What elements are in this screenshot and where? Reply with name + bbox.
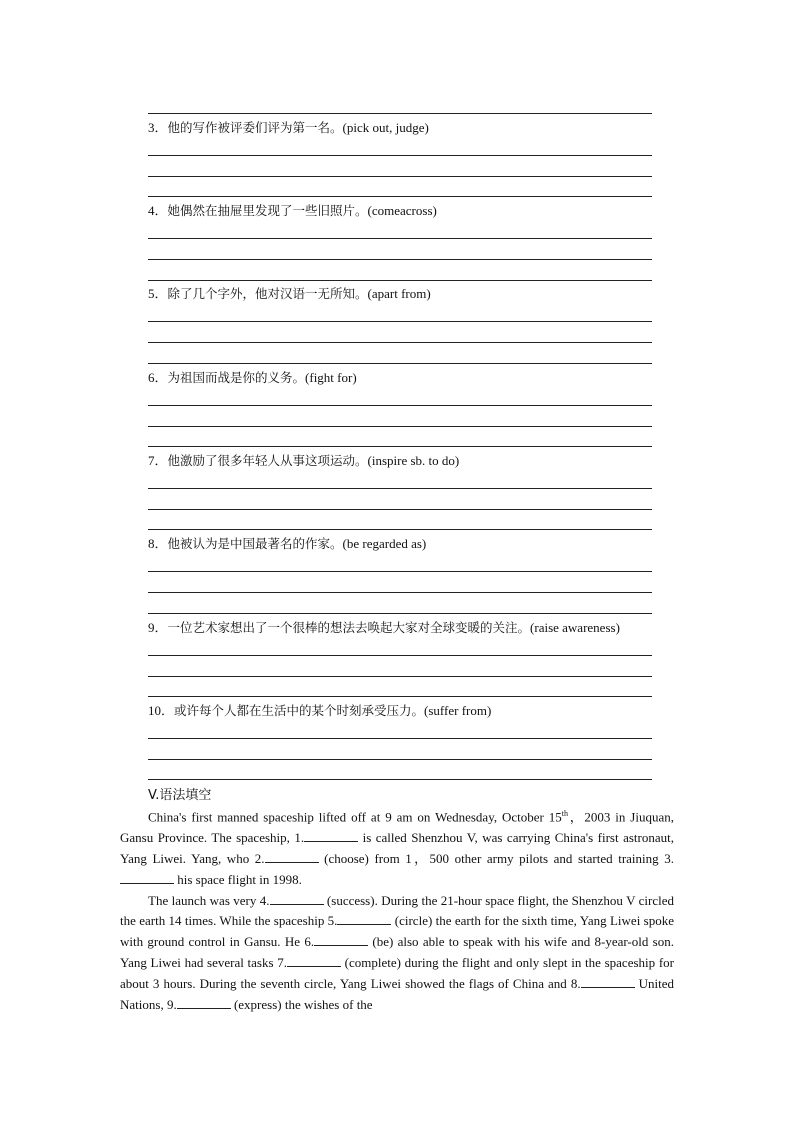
answer-line[interactable] (148, 759, 652, 760)
answer-line[interactable] (148, 571, 652, 572)
question-5: 5．除了几个字外，他对汉语一无所知。(apart from) (148, 286, 431, 301)
answer-line[interactable] (148, 426, 652, 427)
answer-line[interactable] (148, 321, 652, 322)
answer-line[interactable] (148, 363, 652, 364)
question-10: 10．或许每个人都在生活中的某个时刻承受压力。(suffer from) (148, 703, 492, 718)
answer-line[interactable] (148, 176, 652, 177)
blank-8[interactable] (581, 975, 635, 988)
answer-line[interactable] (148, 259, 652, 260)
answer-line[interactable] (148, 738, 652, 739)
answer-line (148, 113, 652, 114)
question-9: 9．一位艺术家想出了一个很棒的想法去唤起大家对全球变暖的关注。(raise awareness) (148, 620, 620, 635)
answer-line[interactable] (148, 529, 652, 530)
section-title: V.语法填空 (148, 788, 212, 803)
question-8: 8．他被认为是中国最著名的作家。(be regarded as) (148, 536, 427, 551)
blank-4[interactable] (270, 892, 324, 905)
cloze-passage (120, 804, 674, 1015)
answer-line[interactable] (148, 405, 652, 406)
blank-7[interactable] (287, 954, 341, 967)
blank-9[interactable] (177, 996, 231, 1009)
question-6: 6．为祖国而战是你的义务。(fight for) (148, 370, 357, 385)
blank-3[interactable] (120, 871, 174, 884)
answer-line[interactable] (148, 238, 652, 239)
answer-line[interactable] (148, 488, 652, 489)
passage-paragraph-1: China's first manned spaceship lifted off at 9 am on Wednesday, October 15th，2003 in Jiuquan, Gansu Province. The spaceship, 1. is called Shenzhou V, was carrying China's first astronaut, Yang Liwei. Yang, who 2. (choose) from 1，500 other army pilots and started training 3. his space flight in 1998. (120, 809, 674, 887)
blank-6[interactable] (314, 933, 368, 946)
blank-5[interactable] (337, 912, 391, 925)
answer-line[interactable] (148, 155, 652, 156)
answer-line[interactable] (148, 342, 652, 343)
blank-1[interactable] (304, 829, 358, 842)
answer-line[interactable] (148, 196, 652, 197)
answer-line[interactable] (148, 613, 652, 614)
question-7: 7．他激励了很多年轻人从事这项运动。(inspire sb. to do) (148, 453, 460, 468)
answer-line[interactable] (148, 509, 652, 510)
answer-line[interactable] (148, 676, 652, 677)
answer-line[interactable] (148, 779, 652, 780)
answer-line[interactable] (148, 655, 652, 656)
answer-line[interactable] (148, 696, 652, 697)
question-3: 3．他的写作被评委们评为第一名。(pick out, judge) (148, 120, 429, 135)
question-4: 4．她偶然在抽屉里发现了一些旧照片。(comeacross) (148, 203, 437, 218)
answer-line[interactable] (148, 280, 652, 281)
answer-line[interactable] (148, 592, 652, 593)
blank-2[interactable] (265, 850, 319, 863)
answer-line[interactable] (148, 446, 652, 447)
passage-paragraph-2: The launch was very 4. (success). During the 21-hour space flight, the Shenzhou V circled the earth 14 times. While the spaceship 5. (circle) the earth for the sixth time, Yang Liwei spoke with ground control in Gansu. He 6. (be) also able to speak with his wife and 8-year-old son. Yang Liwei had several tasks 7. (complete) during the flight and only slept in the spaceship for about 3 hours. During the seventh circle, Yang Liwei showed the flags of China and 8. United Nations, 9. (express) the wishes of the (120, 892, 674, 1012)
